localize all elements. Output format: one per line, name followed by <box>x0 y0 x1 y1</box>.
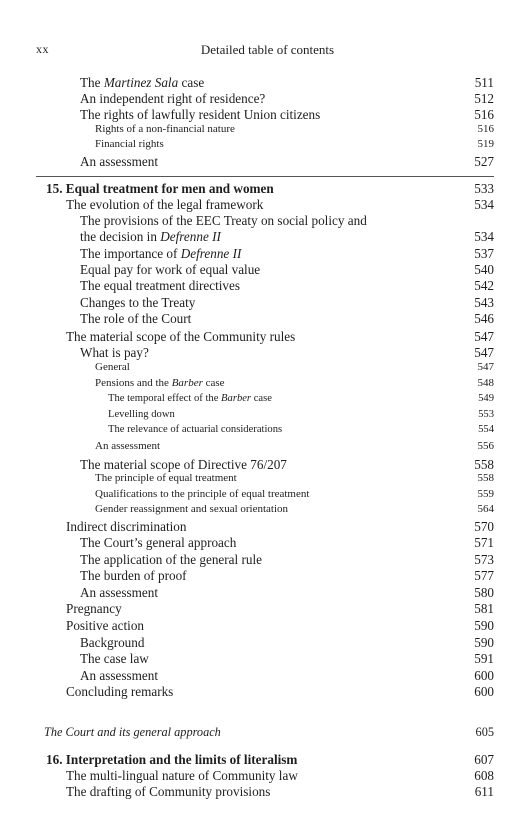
toc-entry <box>0 519 494 535</box>
title-text: Gender reassignment and sexual orientation <box>95 503 289 515</box>
title-text: Equal pay for work of equal value <box>80 262 261 277</box>
toc-entry-title <box>80 651 149 667</box>
toc-page-number: 519 <box>477 138 494 150</box>
toc-entry-title <box>80 345 149 361</box>
toc-entry <box>0 278 494 294</box>
italic-case-name: Barber <box>171 377 203 389</box>
title-text: case <box>178 75 205 90</box>
title-text: The material scope of Directive 76/207 <box>80 457 287 472</box>
part-entry <box>0 725 494 741</box>
toc-entry <box>0 329 494 345</box>
toc-entry <box>0 262 494 278</box>
title-text: An assessment <box>80 154 159 169</box>
toc-page-number: 590 <box>474 618 494 633</box>
toc-page-number: 600 <box>474 684 494 699</box>
title-text: Levelling down <box>108 409 175 420</box>
title-text: The <box>80 75 104 90</box>
toc-page-number: 581 <box>474 601 494 616</box>
toc-entry-title <box>108 409 175 420</box>
toc-entry-title <box>80 295 195 311</box>
title-text: An assessment <box>95 440 161 452</box>
title-text: The burden of proof <box>80 568 187 583</box>
toc-page-number: 534 <box>474 229 494 244</box>
toc-page-number: 516 <box>477 123 494 135</box>
toc-entry-title <box>108 393 272 404</box>
toc-entry <box>0 635 494 651</box>
toc-entry <box>0 91 494 107</box>
toc-page-number: 605 <box>475 725 494 739</box>
toc-entry-title <box>44 725 221 740</box>
title-text: The material scope of the Community rules <box>66 329 296 344</box>
toc-entry <box>0 651 494 667</box>
toc-page-number: 570 <box>474 519 494 534</box>
toc-entry <box>0 154 494 170</box>
title-text: The case law <box>80 651 149 666</box>
toc-entry-title <box>66 197 263 213</box>
toc-entry-title <box>66 768 298 784</box>
title-text: The rights of lawfully resident Union citizens <box>80 107 321 122</box>
toc-page-number: 591 <box>474 651 494 666</box>
title-text: 15. Equal treatment for men and women <box>46 181 274 196</box>
toc-entry <box>0 618 494 634</box>
toc-entry-title <box>80 75 204 91</box>
toc-page-number: 533 <box>474 181 494 196</box>
toc-page-number: 548 <box>477 377 494 389</box>
title-text: 16. Interpretation and the limits of literalism <box>46 752 298 767</box>
title-text: The evolution of the legal framework <box>66 197 264 212</box>
toc-page-number: 558 <box>477 472 494 484</box>
toc-entry <box>0 585 494 601</box>
title-text: The principle of equal treatment <box>95 472 237 484</box>
toc-page-number: 564 <box>477 503 494 515</box>
chapter-entry <box>0 752 494 768</box>
toc-entry-title <box>80 229 221 245</box>
toc-entry <box>0 457 494 473</box>
title-text: Financial rights <box>95 138 164 150</box>
toc-entry <box>0 197 494 213</box>
toc-entry <box>0 75 494 91</box>
toc-page-number: 556 <box>477 440 494 452</box>
toc-entry-title <box>95 377 225 389</box>
toc-entry-title <box>80 246 241 262</box>
toc-page-number: 527 <box>474 154 494 169</box>
title-text: The temporal effect of the <box>108 393 222 404</box>
toc-entry-title <box>46 181 274 197</box>
toc-entry-title <box>95 440 160 452</box>
toc-page-number: 608 <box>474 768 494 783</box>
toc-entry-title <box>80 457 287 473</box>
toc-entry-title <box>80 91 265 107</box>
toc-page-number: 590 <box>474 635 494 650</box>
toc-page-number: 543 <box>474 295 494 310</box>
toc-entry <box>0 503 494 519</box>
toc-entry-title <box>80 668 158 684</box>
toc-page-number: 534 <box>474 197 494 212</box>
toc-entry <box>0 361 494 377</box>
toc-page-number: 537 <box>474 246 494 261</box>
title-text: The relevance of actuarial considerations <box>108 424 283 435</box>
toc-page-number: 547 <box>474 329 494 344</box>
title-text: The drafting of Community provisions <box>66 784 271 799</box>
chapter-divider <box>36 176 494 177</box>
italic-case-name: Defrenne II <box>180 246 242 261</box>
title-text: The equal treatment directives <box>80 278 241 293</box>
toc-entry <box>0 488 494 504</box>
toc-entry-title <box>80 552 262 568</box>
toc-page-number: 547 <box>477 361 494 373</box>
toc-entry-title <box>80 535 236 551</box>
toc-entry-title <box>108 424 282 435</box>
title-text: General <box>95 361 130 373</box>
toc-page-number: 607 <box>474 752 494 767</box>
toc-entry-title <box>95 138 164 150</box>
toc-entry-title <box>80 585 158 601</box>
toc-page-number: 512 <box>474 91 494 106</box>
toc-entry-title <box>80 262 260 278</box>
title-text: The provisions of the EEC Treaty on social policy and <box>80 213 367 228</box>
toc-entry-title <box>80 568 187 584</box>
toc-entry <box>0 138 494 154</box>
toc-page-number: 600 <box>474 668 494 683</box>
toc-entry-title <box>80 311 191 327</box>
toc-page-number: 547 <box>474 345 494 360</box>
toc-entry <box>0 601 494 617</box>
toc-entry <box>0 246 494 262</box>
toc-entry-title <box>66 618 144 634</box>
toc-page-number: 577 <box>474 568 494 583</box>
toc-entry <box>0 393 494 409</box>
toc-entry-title <box>66 519 186 535</box>
toc-page-number: 571 <box>474 535 494 550</box>
toc-entry-title <box>80 154 158 170</box>
page-number: xx <box>36 42 49 56</box>
toc-entry <box>0 668 494 684</box>
toc-page-number: 542 <box>474 278 494 293</box>
running-title: Detailed table of contents <box>200 42 335 57</box>
title-text: Positive action <box>66 618 145 633</box>
title-text: The role of the Court <box>80 311 192 326</box>
title-text: An assessment <box>80 585 159 600</box>
toc-entry <box>0 107 494 123</box>
title-text: An assessment <box>80 668 159 683</box>
toc-entry <box>0 295 494 311</box>
toc-entry-title <box>66 784 270 800</box>
title-text: the decision in <box>80 229 161 244</box>
toc-page-number: 511 <box>474 75 494 90</box>
toc-entry-title <box>66 684 173 700</box>
toc-entry-title <box>66 329 295 345</box>
toc-entry-title <box>95 503 288 515</box>
toc-page-number: 611 <box>474 784 494 799</box>
title-text: Background <box>80 635 145 650</box>
toc-entry <box>0 684 494 700</box>
toc-entry <box>0 311 494 327</box>
toc-page-number: 516 <box>474 107 494 122</box>
toc-entry-title <box>95 472 237 484</box>
title-text: case <box>202 377 225 389</box>
toc-entry <box>0 345 494 361</box>
title-text: Pregnancy <box>66 601 122 616</box>
title-text: Pensions and the <box>95 377 172 389</box>
toc-entry <box>0 440 494 456</box>
toc-entry-title <box>46 752 297 768</box>
toc-entry-title <box>95 123 235 135</box>
chapter-entry <box>0 181 494 197</box>
title-text: Concluding remarks <box>66 684 174 699</box>
toc-entry <box>0 552 494 568</box>
toc-entry-title <box>80 635 144 651</box>
toc-page-number: 554 <box>478 424 494 435</box>
title-text: Indirect discrimination <box>66 519 187 534</box>
title-text: The importance of <box>80 246 181 261</box>
title-text: case <box>251 393 272 404</box>
toc-page-number: 573 <box>474 552 494 567</box>
toc-page-number: 546 <box>474 311 494 326</box>
title-text: The application of the general rule <box>80 552 262 567</box>
toc-entry-title <box>95 361 130 373</box>
italic-case-name: Barber <box>221 393 252 404</box>
toc-page-number: 540 <box>474 262 494 277</box>
toc-page-number: 549 <box>478 393 494 404</box>
toc-entry <box>0 377 494 393</box>
toc-page-number: 558 <box>474 457 494 472</box>
toc-entry <box>0 409 494 425</box>
title-text: The multi-lingual nature of Community law <box>66 768 298 783</box>
toc-entry-title <box>80 278 240 294</box>
toc-entry <box>0 424 494 440</box>
toc-page-number: 559 <box>477 488 494 500</box>
toc-entry-title <box>95 488 309 500</box>
toc-entry <box>0 768 494 784</box>
toc-entry-title <box>80 107 320 123</box>
toc-entry <box>0 213 494 229</box>
title-text: Changes to the Treaty <box>80 295 196 310</box>
toc-entry-title <box>66 601 122 617</box>
toc-entry <box>0 123 494 139</box>
toc-entry <box>0 568 494 584</box>
toc-page-number: 580 <box>474 585 494 600</box>
toc-entry <box>0 784 494 800</box>
title-text: Qualifications to the principle of equal treatment <box>95 488 310 500</box>
toc-entry <box>0 472 494 488</box>
title-text: The Court’s general approach <box>80 535 237 550</box>
toc-entry <box>0 229 494 245</box>
italic-case-name: Defrenne II <box>160 229 221 244</box>
running-header <box>36 42 491 58</box>
title-text: An independent right of residence? <box>80 91 266 106</box>
toc-page-number: 553 <box>478 409 494 420</box>
title-text: The Court and its general approach <box>44 725 221 739</box>
title-text: Rights of a non-financial nature <box>95 123 235 135</box>
toc-entry <box>0 535 494 551</box>
title-text: What is pay? <box>80 345 149 360</box>
toc-entry-title <box>80 213 367 229</box>
italic-case-name: Martinez Sala <box>103 75 179 90</box>
